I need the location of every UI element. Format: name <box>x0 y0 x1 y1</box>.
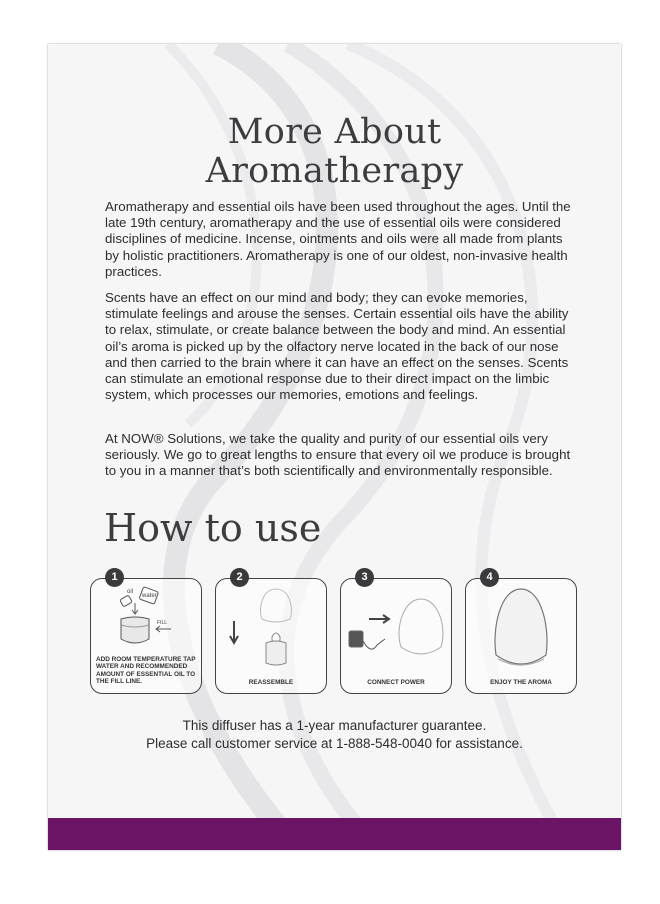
step-4-number: 4 <box>480 568 499 587</box>
guarantee-text: This diffuser has a 1-year manufacturer guarantee. <box>182 718 487 733</box>
fill-reservoir-illustration <box>91 579 201 659</box>
fill-label: FILL <box>157 620 168 626</box>
step-1-panel <box>90 578 202 694</box>
instruction-card <box>48 44 621 850</box>
page-title-line1: More About <box>227 112 442 152</box>
purple-footer-band <box>48 818 621 850</box>
step-4-panel <box>465 578 577 694</box>
customer-service-text: Please call customer service at 1-888-548-0040 for assistance. <box>146 736 523 751</box>
intro-paragraph: Aromatherapy and essential oils have been used throughout the ages. Until the late 19th century, aromatherapy and the use of essential oils were considered disciplines of medicine. Incense, ointments and oils were all made from plants by holistic practitioners. Aromatherapy is one of our oldest, non-invasive health practices. <box>105 199 571 279</box>
diffuser-illustration <box>466 579 576 679</box>
reassemble-illustration <box>216 579 326 679</box>
step-2-caption: REASSEMBLE <box>248 679 294 686</box>
oil-label: oil <box>127 589 134 595</box>
step-3-number: 3 <box>355 568 374 587</box>
power-adapter-icon <box>349 631 363 647</box>
step-4-caption: ENJOY THE AROMA <box>490 679 552 686</box>
oil-bottle-icon <box>120 595 133 607</box>
step-2-number: 2 <box>230 568 249 587</box>
step-1-number: 1 <box>105 568 124 587</box>
step-3-panel <box>340 578 452 694</box>
page-title-line2: Aromatherapy <box>205 151 464 191</box>
quality-paragraph: At NOW® Solutions, we take the quality and purity of our essential oils very seriously. We go to great lengths to ensure that every oil we produce is brought to you in a manner that’s both scientifically and environmentally responsible. <box>105 431 571 479</box>
step-3-caption: CONNECT POWER <box>367 679 425 686</box>
water-label: water <box>142 593 157 599</box>
connect-power-illustration <box>341 579 451 679</box>
step-2-panel <box>215 578 327 694</box>
how-to-use-heading: How to use <box>104 506 322 550</box>
scents-paragraph: Scents have an effect on our mind and body; they can evoke memories, stimulate feelings and arouse the senses. Certain essential oils have the ability to relax, stimulate, or create balance between the body and mind. An essential oil’s aroma is picked up by the olfactory nerve located in the back of our nose and then carried to the brain where it can have an effect on the senses. Scents can stimulate an emotional response due to their direct impact on the limbic system, which processes our memories, emotions and feelings. <box>105 290 569 403</box>
step-1-caption: ADD ROOM TEMPERATURE TAP WATER AND RECOMMENDED AMOUNT OF ESSENTIAL OIL TO THE FILL LINE. <box>96 656 196 686</box>
